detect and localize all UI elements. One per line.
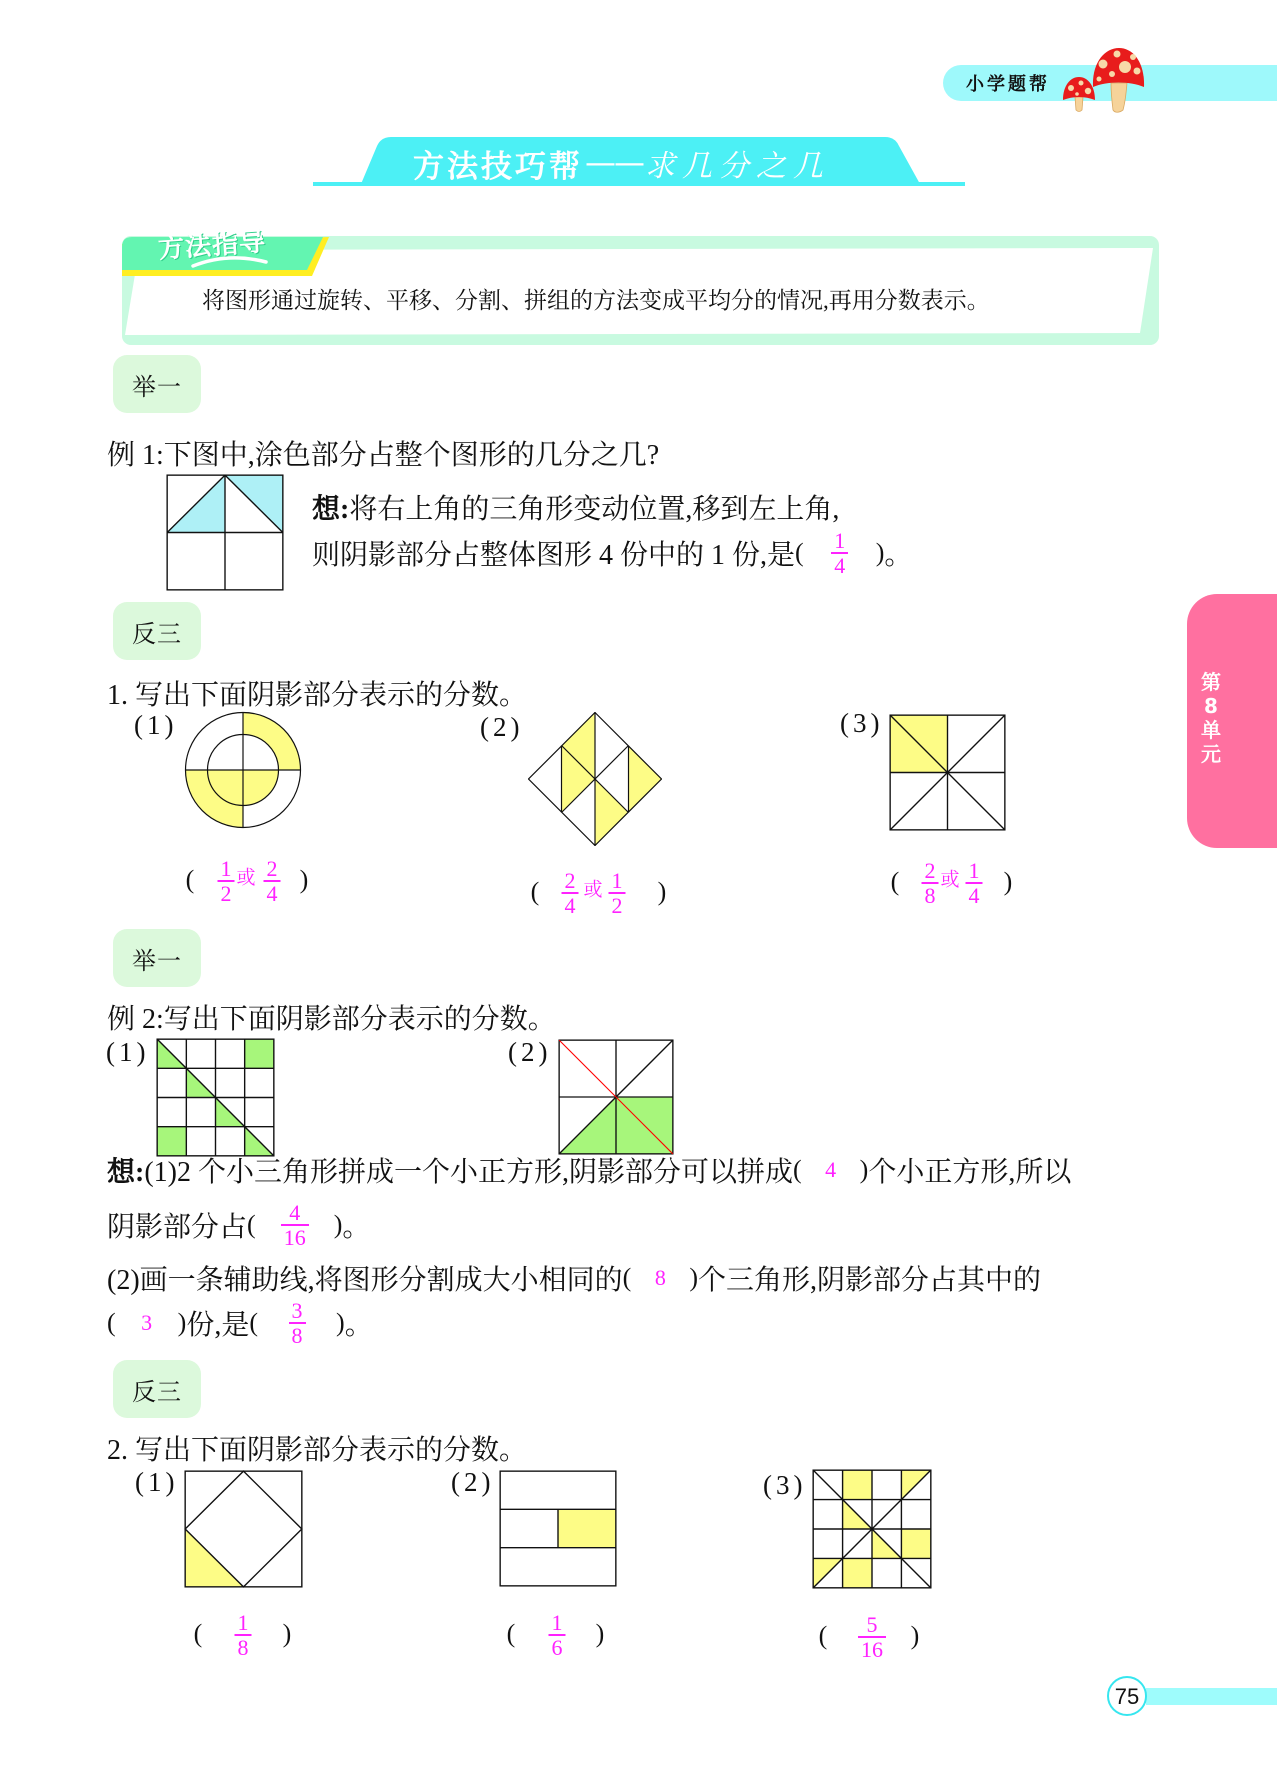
item-label: (3) (840, 708, 884, 738)
numerator: 1 (831, 530, 848, 554)
unit-tab-char: 第 (1201, 670, 1221, 694)
left-paren: ( (795, 538, 804, 567)
square-eighths-figure (889, 714, 1006, 831)
right-paren: ) (859, 1155, 869, 1184)
right-paren: ) (875, 538, 885, 567)
practice-tag: 反三 (113, 1360, 201, 1418)
item-label: (2) (480, 712, 524, 742)
diamond-figure (528, 712, 662, 846)
think-text: 将右上角的三角形变动位置,移到左上角, (349, 494, 840, 525)
answer-value: 4 (825, 1157, 837, 1182)
example-tag: 举一 (113, 355, 201, 413)
unit-tab-char: 8 (1204, 694, 1218, 718)
answer-fraction (549, 1612, 566, 1658)
ring-figure (178, 705, 308, 835)
answer-fraction (831, 530, 848, 576)
guide-label: 方法指导 (157, 227, 268, 265)
think-text: 个小正方形,所以 (868, 1157, 1072, 1188)
left-paren: ( (193, 1619, 203, 1648)
numerator: 2 (264, 858, 281, 882)
left-paren: ( (622, 1263, 632, 1292)
unit-tab-label (1199, 670, 1223, 766)
think-label: 想: (107, 1157, 145, 1188)
left-paren: ( (506, 1619, 516, 1648)
denominator: 2 (611, 893, 623, 918)
or-connector: 或 (583, 879, 603, 901)
practice1-prompt: 1. 写出下面阴影部分表示的分数。 (107, 680, 528, 711)
title-main: 方法技巧帮 (413, 148, 583, 185)
right-paren: ) (1003, 867, 1013, 896)
numerator: 3 (289, 1300, 306, 1324)
denominator: 4 (564, 893, 576, 918)
period: 。 (884, 540, 913, 571)
right-paren: ) (689, 1263, 698, 1292)
denominator: 4 (834, 553, 846, 578)
denominator: 8 (291, 1323, 303, 1348)
denominator: 8 (237, 1635, 249, 1660)
answer-value: 8 (654, 1265, 666, 1290)
answer-fraction (281, 1202, 309, 1248)
item-label: (3) (763, 1470, 807, 1500)
page-number: 75 (1114, 1684, 1140, 1709)
think-text: 阴影部分占 (107, 1212, 248, 1243)
answer-blank (258, 1298, 336, 1348)
answer-blank (804, 528, 876, 578)
mushroom-icon (1063, 48, 1144, 112)
example1-prompt: 例 1:下图中,涂色部分占整个图形的几分之几? (107, 440, 660, 471)
left-paren: ( (792, 1155, 802, 1184)
example1-think-line2 (312, 528, 913, 578)
grid-diagonals-figure (812, 1469, 932, 1589)
square-aux-line-figure (558, 1039, 674, 1155)
answer-fraction (218, 858, 235, 904)
left-paren: ( (818, 1621, 828, 1650)
example2-think-line4 (107, 1298, 373, 1348)
think-text: 则阴影部分占整体图形 4 份中的 1 份,是 (312, 540, 796, 571)
answer-blank (116, 1307, 178, 1339)
example2-think-line1 (107, 1154, 1071, 1186)
think-label: 想: (312, 494, 350, 525)
practice-tag: 反三 (113, 602, 201, 660)
left-paren: ( (249, 1308, 259, 1337)
answer-fraction (264, 858, 281, 904)
denominator: 8 (924, 883, 936, 908)
right-paren: ) (336, 1308, 345, 1337)
item-label: (1) (134, 710, 178, 740)
think-text: (1)2 个小三角形拼成一个小正方形,阴影部分可以拼成 (144, 1157, 793, 1188)
item-label: (2) (508, 1037, 552, 1067)
numerator: 5 (858, 1614, 886, 1638)
numerator: 1 (235, 1612, 252, 1636)
denominator: 4 (968, 883, 980, 908)
example2-think-line3 (107, 1262, 1041, 1294)
numerator: 1 (218, 858, 235, 882)
or-connector: 或 (940, 869, 960, 891)
brand-label: 小学题帮 (966, 74, 1050, 95)
numerator: 1 (549, 1612, 566, 1636)
page-title (413, 143, 830, 183)
item-label: (2) (451, 1467, 495, 1497)
title-subtitle: 求几分之几 (645, 149, 830, 184)
numerator: 1 (966, 860, 983, 884)
answer-fraction (966, 860, 983, 906)
left-paren: ( (185, 865, 195, 894)
right-paren: ) (657, 877, 667, 906)
or-connector: 或 (236, 867, 256, 889)
item-label: (1) (106, 1037, 150, 1067)
numerator: 2 (922, 860, 939, 884)
think-text: (2)画一条辅助线,将图形分割成大小相同的 (107, 1265, 623, 1296)
left-paren: ( (890, 867, 900, 896)
example-tag: 举一 (113, 929, 201, 987)
title-dash: —— (585, 145, 643, 181)
denominator: 6 (551, 1635, 563, 1660)
answer-fraction (235, 1612, 252, 1658)
example1-figure (166, 474, 284, 591)
right-paren: ) (299, 865, 309, 894)
right-paren: ) (282, 1619, 292, 1648)
left-paren: ( (107, 1308, 116, 1337)
item-label: (1) (135, 1467, 179, 1497)
rectangle-sixths-figure (499, 1470, 617, 1587)
answer-blank (256, 1200, 334, 1250)
unit-tab-char: 元 (1201, 742, 1221, 766)
left-paren: ( (247, 1210, 256, 1239)
denominator: 16 (283, 1225, 306, 1250)
right-paren: ) (595, 1619, 605, 1648)
period: 。 (342, 1212, 371, 1243)
answer-blank (631, 1262, 689, 1294)
right-paren: ) (910, 1621, 920, 1650)
answer-fraction (858, 1614, 886, 1660)
numerator: 2 (562, 870, 579, 894)
period: 。 (344, 1310, 373, 1341)
answer-fraction (562, 870, 579, 916)
example2-think-line2 (107, 1200, 371, 1250)
practice2-prompt: 2. 写出下面阴影部分表示的分数。 (107, 1435, 528, 1466)
answer-fraction (609, 870, 626, 916)
answer-value: 3 (141, 1310, 153, 1335)
right-paren: ) (177, 1308, 187, 1337)
right-paren: ) (333, 1210, 343, 1239)
denominator: 4 (266, 881, 278, 906)
answer-fraction (922, 860, 939, 906)
guide-text: 将图形通过旋转、平移、分割、拼组的方法变成平均分的情况,再用分数表示。 (202, 288, 990, 313)
example2-prompt: 例 2:写出下面阴影部分表示的分数。 (107, 1004, 556, 1035)
grid-figure (156, 1038, 275, 1157)
think-text: 份,是 (186, 1310, 250, 1341)
numerator: 1 (609, 870, 626, 894)
answer-fraction (289, 1300, 306, 1346)
inscribed-square-figure (184, 1470, 303, 1588)
left-paren: ( (530, 877, 540, 906)
answer-blank (802, 1154, 860, 1186)
denominator: 2 (220, 881, 232, 906)
unit-tab-char: 单 (1201, 718, 1221, 742)
denominator: 16 (861, 1637, 883, 1662)
numerator: 4 (281, 1202, 309, 1226)
think-text: 个三角形,阴影部分占其中的 (698, 1265, 1042, 1296)
example1-think-line1 (312, 491, 839, 523)
page-number-bar (1146, 1688, 1277, 1705)
